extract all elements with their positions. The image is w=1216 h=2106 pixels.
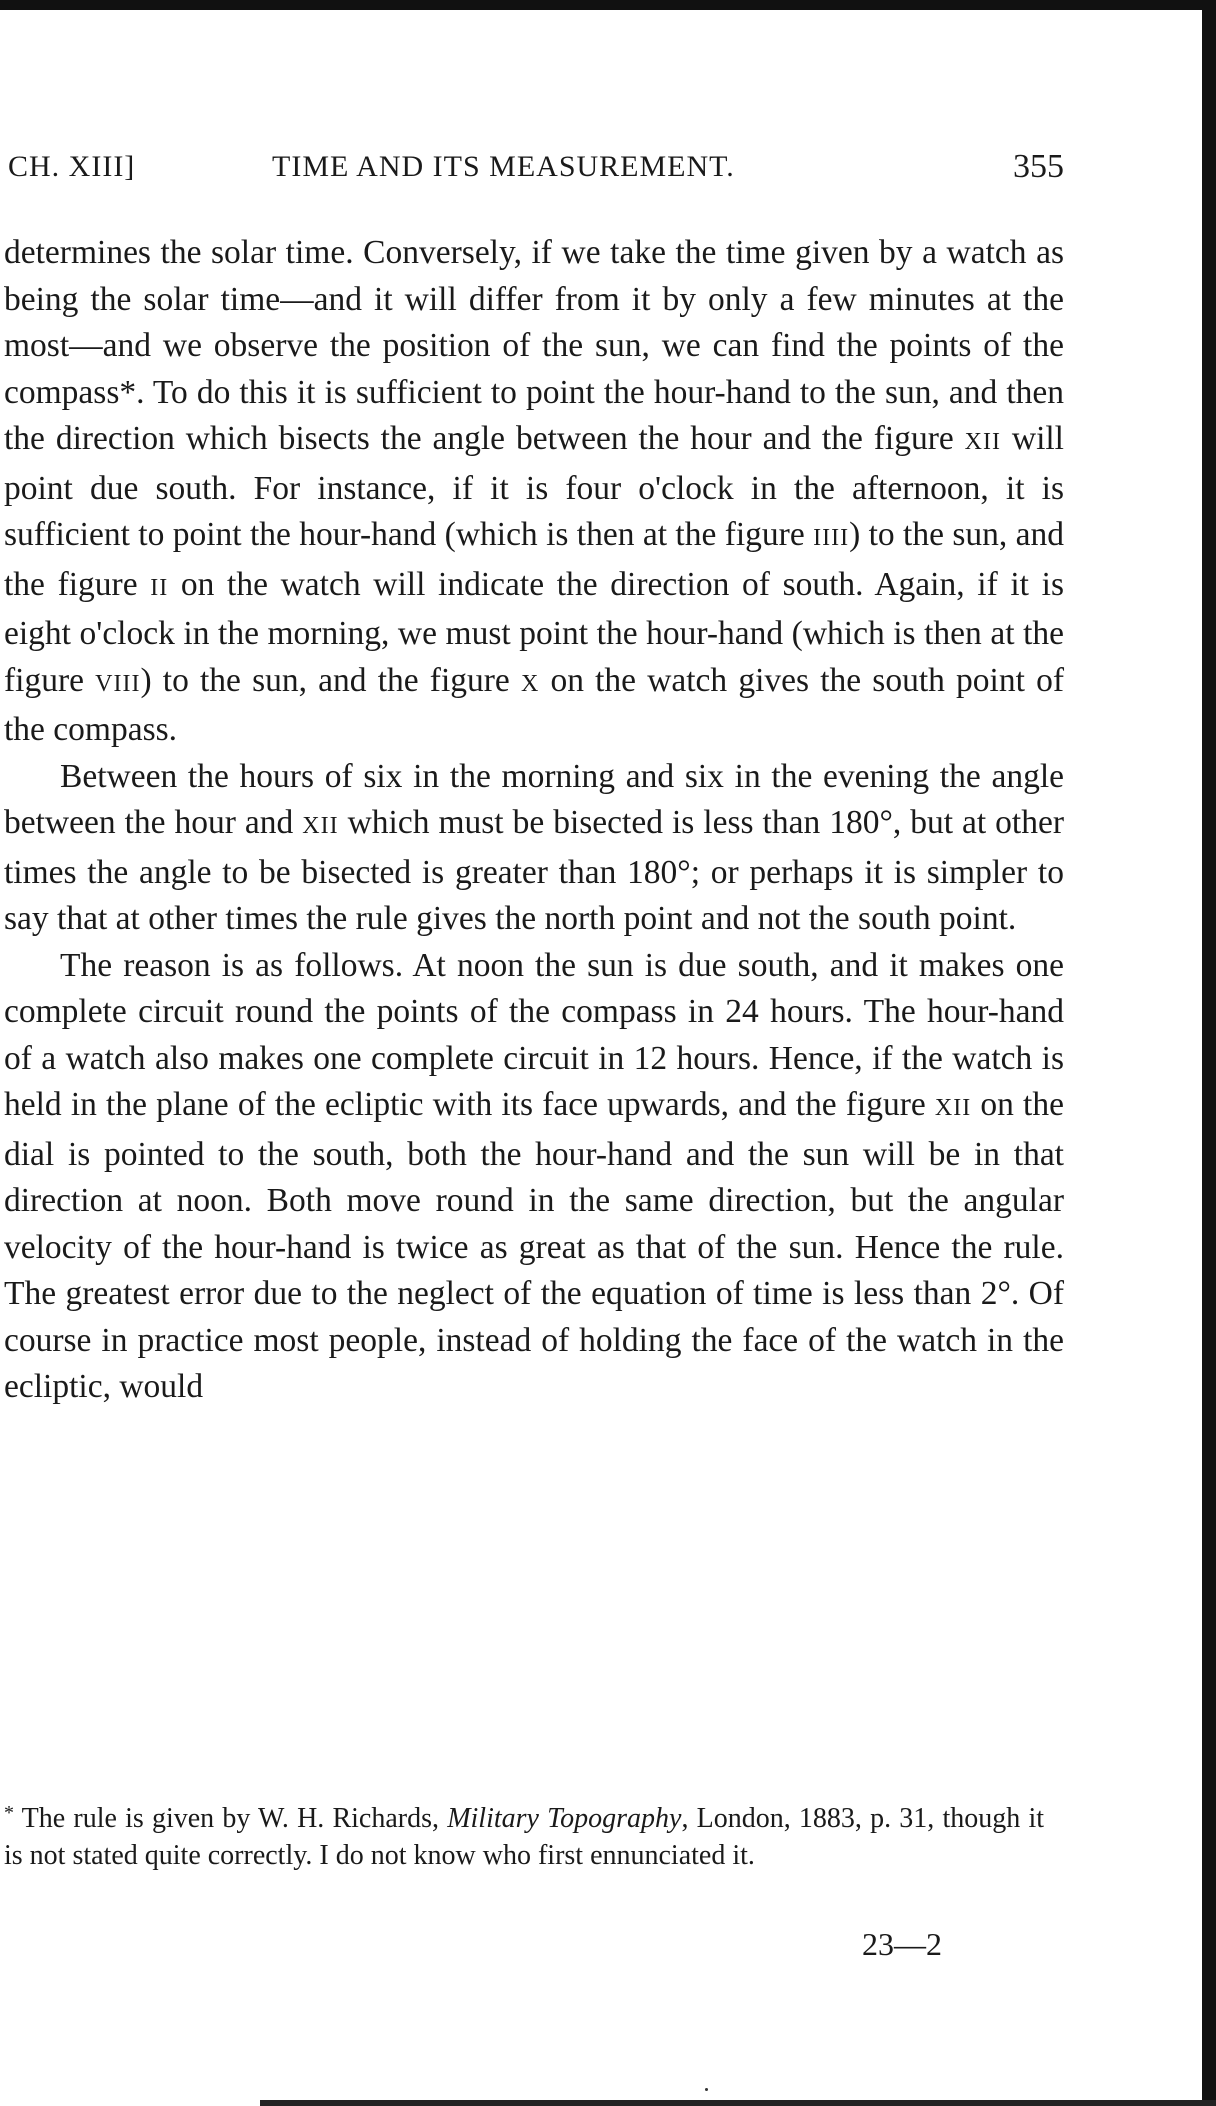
roman-numeral: XII — [964, 429, 1001, 455]
text-run: on the watch will indicate the direction of south. Again, if it is eight o'clock in the morning, we must point the hour-hand (which is then at the figure — [4, 565, 1064, 699]
roman-numeral: IIII — [813, 525, 850, 551]
roman-numeral: XII — [934, 1095, 972, 1121]
text-run: which must be bisected is less than 180°, but at other times the angle to be bisected is greater than 180°; or perhaps it is simpler to say that at other times the rule gives the north point and not the south point. — [4, 804, 1065, 937]
text-run: Between the hours of six in the morning and six in the evening the angle between the hour and — [4, 757, 1064, 841]
footnote-text-after: , London, 1883, p. 31, though it is not stated quite correctly. I do not know who first ennunciated it. — [4, 1803, 1044, 1871]
body-text — [4, 230, 1064, 1411]
footnote-text-before: The rule is given by W. H. Richards, — [14, 1803, 448, 1834]
book-page — [4, 0, 1064, 2106]
text-run: ) to the sun, and the figure — [140, 661, 521, 699]
paragraph — [4, 943, 1064, 1411]
footnote-marker: * — [4, 1802, 14, 1824]
footnote — [4, 1795, 1044, 1874]
roman-numeral: X — [520, 670, 540, 697]
text-run: determines the solar time. Conversely, if we take the time given by a watch as being the solar time—and it will differ from it by only a few minutes at the most—and we observe the position of the sun, we can find the points of the compass*. To do this it is sufficient to point the hour-hand to the sun, and then the direction which bisects the angle between the hour and the figure — [4, 234, 1064, 457]
footnote-book-title: Military Topography — [447, 1803, 682, 1834]
roman-numeral: II — [150, 574, 169, 601]
scan-speck — [705, 2088, 708, 2091]
page-number: 355 — [1013, 148, 1064, 185]
text-run: will point due south. For instance, if it is four o'clock in the afternoon, it is sufficient to point the hour-hand (which is then at the figure — [4, 420, 1064, 553]
text-run: on the watch gives the south point of the compass. — [4, 661, 1064, 748]
text-run: ) to the sun, and the figure — [4, 516, 1065, 603]
running-head — [8, 150, 1064, 190]
roman-numeral: XII — [302, 813, 339, 839]
text-run: on the dial is pointed to the south, both the hour-hand and the sun will be in that direction at noon. Both move round in the same direction, but the angular velocity of the hour-hand is twice as great as that of the sun. Hence the rule. The greatest error due to the neglect of the equation of time is less than 2°. Of course in practice most people, instead of holding the face of the watch in the ecliptic, would — [4, 1086, 1064, 1405]
text-run: The reason is as follows. At noon the sun is due south, and it makes one complete circuit round the points of the compass in 24 hours. The hour-hand of a watch also makes one complete circuit in 12 hours. Hence, if the watch is held in the plane of the ecliptic with its face upwards, and the figure — [4, 946, 1064, 1123]
chapter-label: CH. XIII] — [8, 150, 136, 183]
running-title: TIME AND ITS MEASUREMENT. — [272, 150, 735, 183]
paragraph — [4, 230, 1064, 754]
roman-numeral: VIII — [95, 670, 141, 697]
scan-right-edge — [1202, 0, 1216, 2106]
signature-mark: 23—2 — [862, 1926, 942, 1962]
paragraph — [4, 754, 1064, 943]
